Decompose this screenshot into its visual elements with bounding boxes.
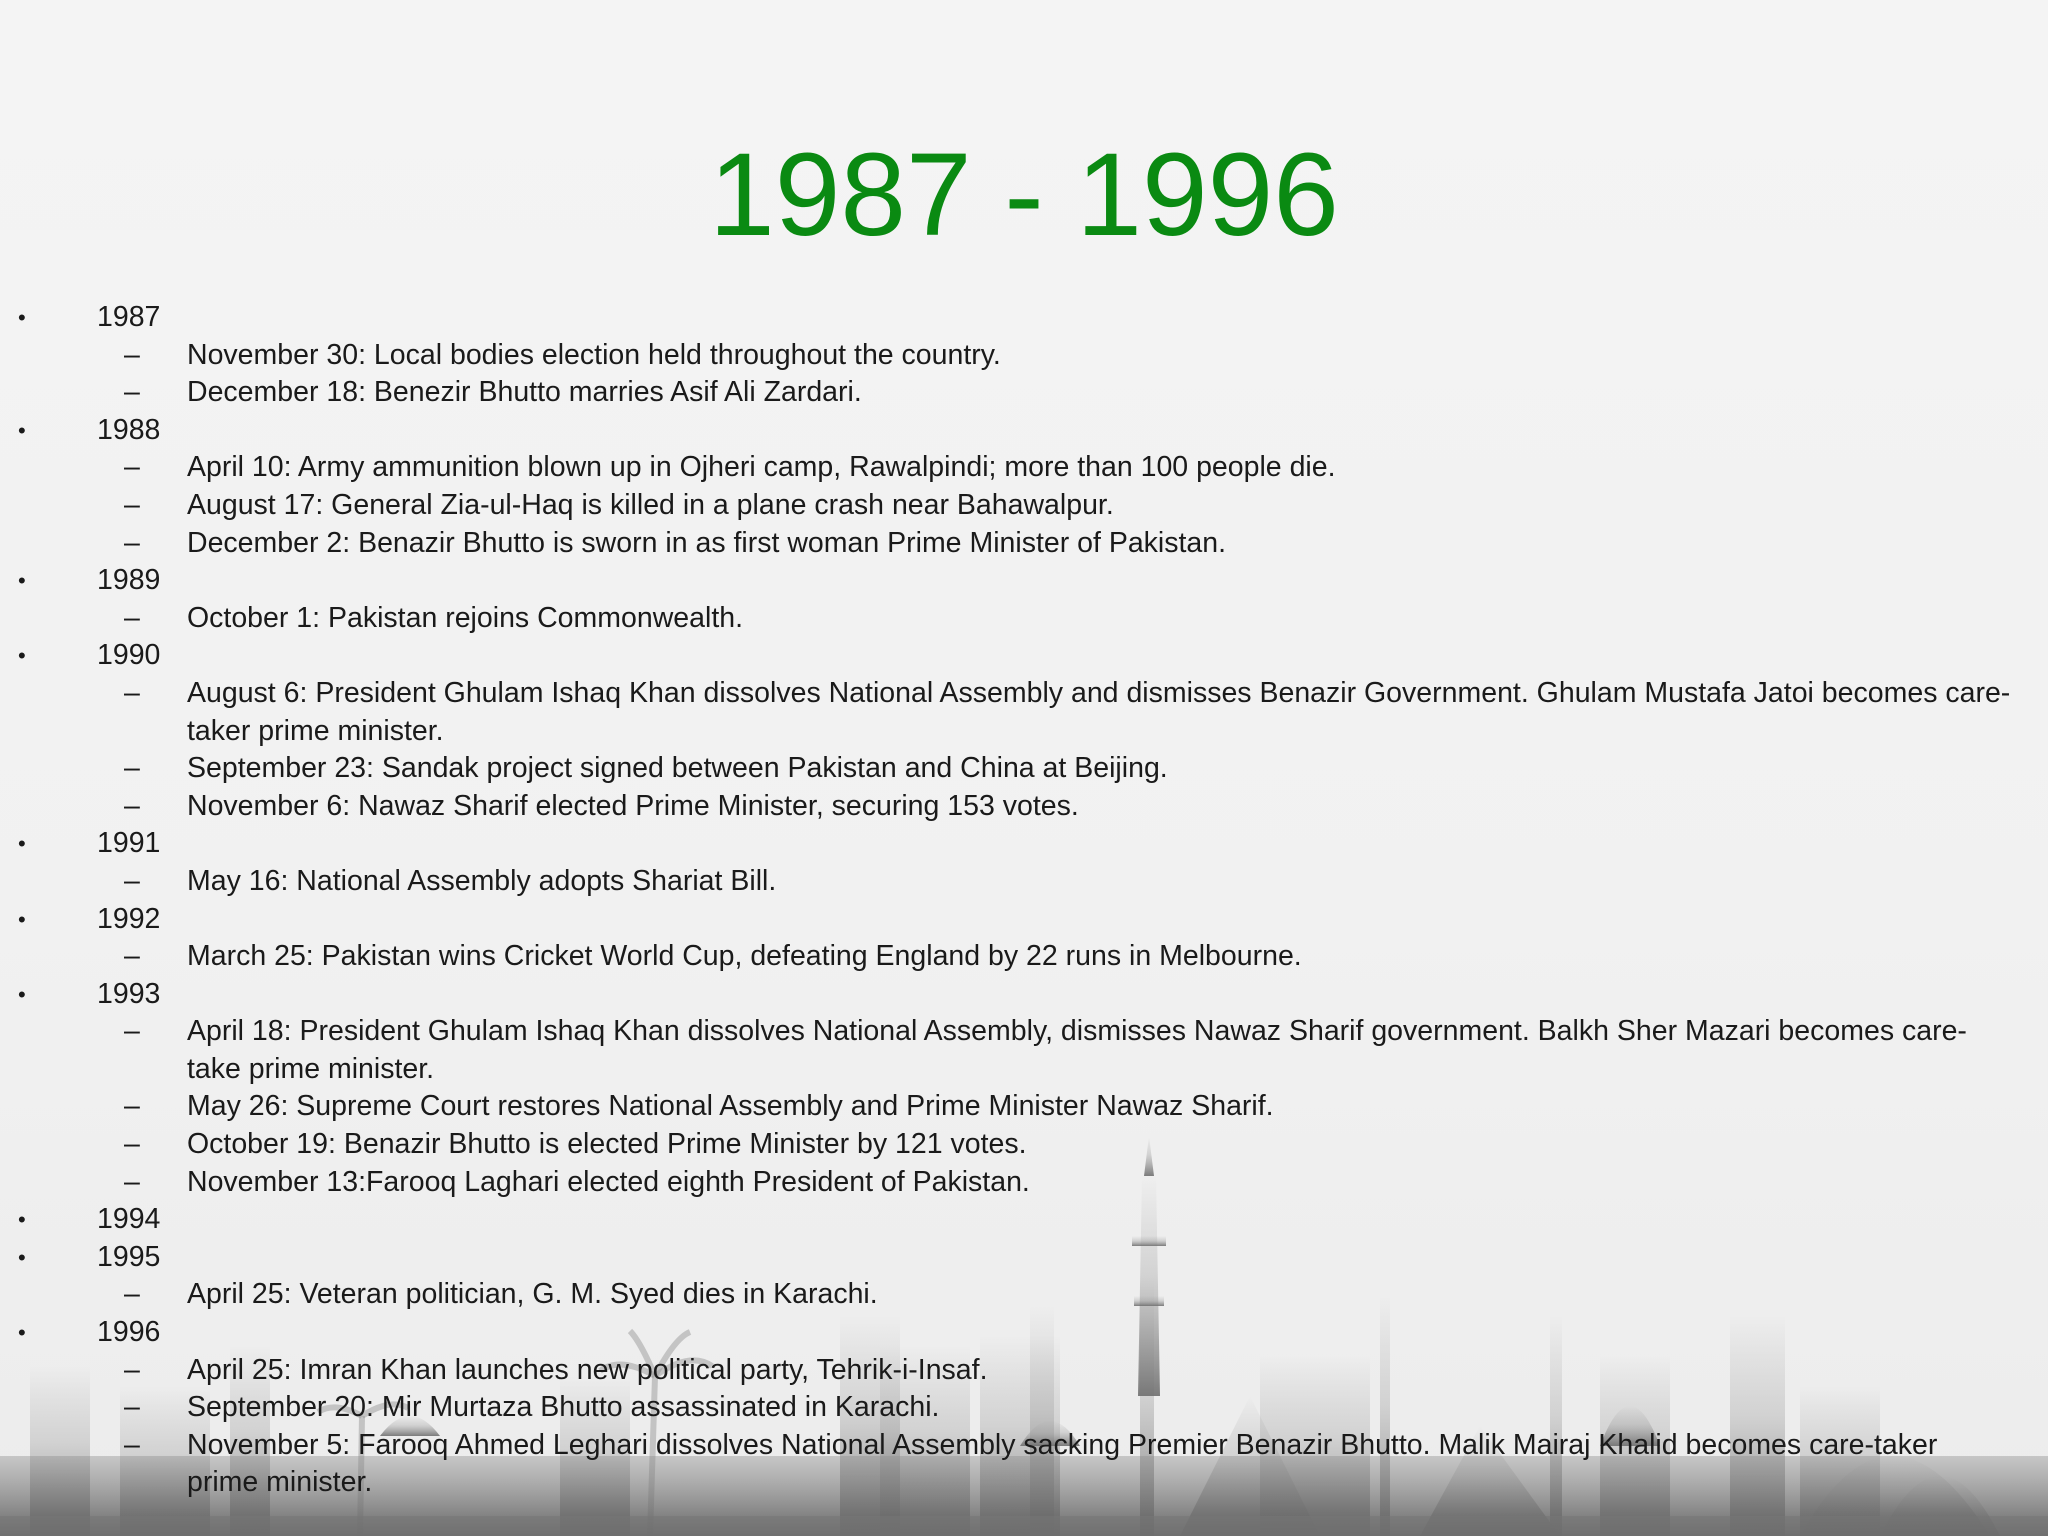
event-text: April 18: President Ghulam Ishaq Khan dissolves National Assembly, dismisses Nawaz Sharif government. Balkh Sher Mazari becomes care-take prime minister. [187, 1015, 1967, 1085]
event-text: October 1: Pakistan rejoins Commonwealth. [187, 601, 744, 634]
bullet-icon: • [18, 1244, 26, 1270]
dash-bullet-icon: – [124, 1128, 140, 1161]
event-text: December 18: Benezir Bhutto marries Asif Ali Zardari. [187, 376, 862, 409]
year-label: 1992 [97, 902, 161, 935]
event-text: April 10: Army ammunition blown up in Ojheri camp, Rawalpindi; more than 100 people die. [187, 451, 1336, 484]
year-item [0, 412, 2048, 450]
timeline-list [0, 299, 2048, 1502]
dash-bullet-icon: – [124, 601, 140, 634]
dash-bullet-icon: – [124, 752, 140, 785]
event-text: December 2: Benazir Bhutto is sworn in as first woman Prime Minister of Pakistan. [187, 526, 1227, 559]
year-label: 1995 [97, 1240, 161, 1273]
dash-bullet-icon: – [124, 488, 140, 521]
dash-bullet-icon: – [124, 1090, 140, 1123]
year-item [0, 637, 2048, 675]
year-label: 1989 [97, 564, 161, 597]
dash-bullet-icon: – [124, 940, 140, 973]
event-text: November 13:Farooq Laghari elected eighth President of Pakistan. [187, 1165, 1030, 1198]
bullet-icon: • [18, 417, 26, 443]
dash-bullet-icon: – [124, 1428, 140, 1461]
year-label: 1991 [97, 827, 161, 860]
dash-bullet-icon: – [124, 1278, 140, 1311]
bullet-icon: • [18, 1320, 26, 1346]
event-item [0, 1013, 2048, 1088]
bullet-icon: • [18, 568, 26, 594]
event-text: May 26: Supreme Court restores National Assembly and Prime Minister Nawaz Sharif. [187, 1090, 1274, 1123]
dash-bullet-icon: – [124, 338, 140, 371]
event-item [0, 487, 2048, 525]
year-item [0, 299, 2048, 337]
year-label: 1993 [97, 977, 161, 1010]
event-item [0, 750, 2048, 788]
year-item [0, 1314, 2048, 1352]
bullet-icon: • [18, 831, 26, 857]
bullet-icon: • [18, 643, 26, 669]
event-text: September 20: Mir Murtaza Bhutto assassinated in Karachi. [187, 1391, 940, 1424]
event-item [0, 938, 2048, 976]
year-item [0, 976, 2048, 1014]
event-text: November 6: Nawaz Sharif elected Prime Minister, securing 153 votes. [187, 789, 1079, 822]
year-item [0, 1201, 2048, 1239]
event-text: September 23: Sandak project signed between Pakistan and China at Beijing. [187, 752, 1168, 785]
dash-bullet-icon: – [124, 789, 140, 822]
event-item [0, 1164, 2048, 1202]
dash-bullet-icon: – [124, 676, 140, 709]
event-item [0, 1088, 2048, 1126]
dash-bullet-icon: – [124, 1391, 140, 1424]
year-label: 1994 [97, 1203, 161, 1236]
event-item [0, 1352, 2048, 1390]
event-item [0, 788, 2048, 826]
dash-bullet-icon: – [124, 376, 140, 409]
event-item [0, 449, 2048, 487]
year-label: 1990 [97, 639, 161, 672]
event-text: April 25: Imran Khan launches new political party, Tehrik-i-Insaf. [187, 1353, 988, 1386]
dash-bullet-icon: – [124, 1353, 140, 1386]
event-item [0, 1126, 2048, 1164]
dash-bullet-icon: – [124, 451, 140, 484]
event-text: August 17: General Zia-ul-Haq is killed in a plane crash near Bahawalpur. [187, 488, 1114, 521]
year-item [0, 825, 2048, 863]
event-text: March 25: Pakistan wins Cricket World Cup, defeating England by 22 runs in Melbourne. [187, 940, 1302, 973]
event-item [0, 863, 2048, 901]
event-text: October 19: Benazir Bhutto is elected Prime Minister by 121 votes. [187, 1128, 1027, 1161]
event-text: August 6: President Ghulam Ishaq Khan dissolves National Assembly and dismisses Benazir Government. Ghulam Mustafa Jatoi becomes care-taker prime minister. [187, 676, 2011, 747]
event-item [0, 1427, 2048, 1502]
bullet-icon: • [18, 305, 26, 330]
event-text: November 5: Farooq Ahmed Leghari dissolves National Assembly sacking Premier Benazir Bhutto. Malik Mairaj Khalid becomes care-taker prime minister. [187, 1428, 1938, 1499]
event-text: May 16: National Assembly adopts Shariat Bill. [187, 864, 777, 897]
dash-bullet-icon: – [124, 526, 140, 559]
year-label: 1988 [97, 413, 161, 446]
dash-bullet-icon: – [124, 1165, 140, 1198]
year-item [0, 562, 2048, 600]
bullet-icon: • [18, 906, 26, 932]
event-item [0, 374, 2048, 412]
event-item [0, 675, 2048, 750]
event-text: April 25: Veteran politician, G. M. Syed dies in Karachi. [187, 1278, 878, 1311]
bullet-icon: • [18, 1207, 26, 1233]
slide-title: 1987 - 1996 [709, 129, 1339, 261]
dash-bullet-icon: – [124, 1015, 140, 1048]
year-item [0, 901, 2048, 939]
year-item [0, 1239, 2048, 1277]
bullet-icon: • [18, 981, 26, 1007]
dash-bullet-icon: – [124, 864, 140, 897]
year-label: 1996 [97, 1316, 161, 1349]
event-item [0, 337, 2048, 375]
event-text: November 30: Local bodies election held throughout the country. [187, 338, 1001, 371]
event-item [0, 1389, 2048, 1427]
event-item [0, 600, 2048, 638]
event-item [0, 525, 2048, 563]
event-item [0, 1276, 2048, 1314]
year-label: 1987 [97, 301, 161, 333]
